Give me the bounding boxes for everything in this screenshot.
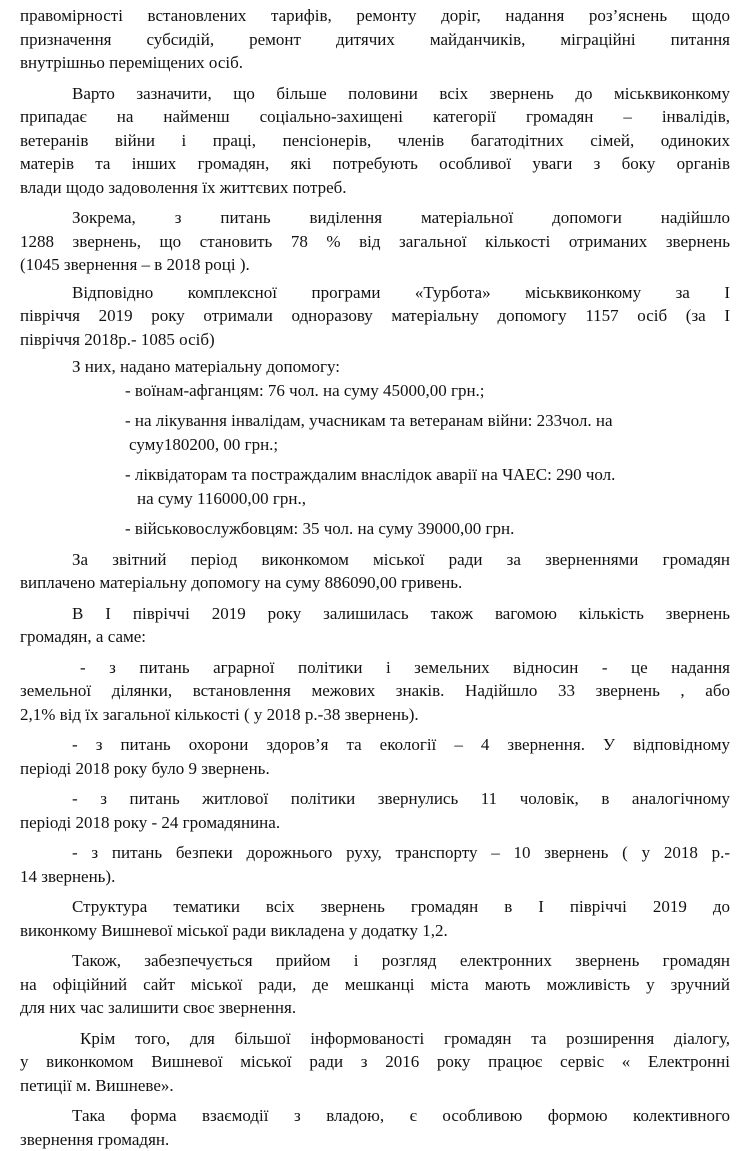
paragraph — [20, 206, 730, 277]
text-line: періоді 2018 року було 9 звернень. — [20, 757, 730, 781]
text-line: призначення субсидій, ремонт дитячих майданчиків, міграційні питання — [20, 28, 730, 52]
paragraph — [20, 355, 730, 379]
text-line: півріччя 2019 року отримали одноразову матеріальну допомогу 1157 осіб (за І — [20, 304, 730, 328]
text-line: - з питань аграрної політики і земельних відносин - це надання — [20, 656, 730, 680]
paragraph — [20, 733, 730, 780]
paragraph — [20, 787, 730, 834]
text-line: звернення громадян. — [20, 1128, 730, 1151]
text-line: Зокрема, з питань виділення матеріальної допомоги надійшло — [20, 206, 730, 230]
text-line: на офіційний сайт міської ради, де мешканці міста мають можливість у зручний — [20, 973, 730, 997]
list-item-continuation: на суму 116000,00 грн., — [125, 487, 730, 511]
text-line: у виконкомом Вишневої міської ради з 2016 року працює сервіс « Електронні — [20, 1050, 730, 1074]
paragraph — [20, 949, 730, 1020]
paragraph — [20, 281, 730, 352]
paragraph — [20, 841, 730, 888]
text-line: для них час залишити своє звернення. — [20, 996, 730, 1020]
text-line: Варто зазначити, що більше половини всіх звернень до міськвиконкому — [20, 82, 730, 106]
paragraph — [20, 656, 730, 727]
text-line: виплачено матеріальну допомогу на суму 886090,00 гривень. — [20, 571, 730, 595]
paragraph — [20, 895, 730, 942]
text-line: Така форма взаємодії з владою, є особливою формою колективного — [20, 1104, 730, 1128]
text-line: ветеранів війни і праці, пенсіонерів, членів багатодітних сімей, одиноких — [20, 129, 730, 153]
text-line: Відповідно комплексної програми «Турбота» міськвиконкому за І — [20, 281, 730, 305]
text-line: - з питань безпеки дорожнього руху, транспорту – 10 звернень ( у 2018 р.- — [20, 841, 730, 865]
text-line: Структура тематики всіх звернень громадян в І півріччі 2019 до — [20, 895, 730, 919]
bullet-list — [20, 379, 730, 541]
text-line: влади щодо задоволення їх життєвих потреб. — [20, 176, 730, 200]
list-item: - воїнам-афганцям: 76 чол. на суму 45000,00 грн.; — [125, 379, 730, 403]
text-line: виконкому Вишневої міської ради викладена у додатку 1,2. — [20, 919, 730, 943]
text-line: - з питань охорони здоров’я та екології – 4 звернення. У відповідному — [20, 733, 730, 757]
text-line: З них, надано матеріальну допомогу: — [20, 355, 730, 379]
paragraph — [20, 1027, 730, 1098]
text-line: припадає на найменш соціально-захищені категорії громадян – інвалідів, — [20, 105, 730, 129]
text-line: Також, забезпечується прийом і розгляд електронних звернень громадян — [20, 949, 730, 973]
list-item: - на лікування інвалідам, учасникам та ветеранам війни: 233чол. на — [125, 409, 730, 433]
text-line: 1288 звернень, що становить 78 % від загальної кількості отриманих звернень — [20, 230, 730, 254]
text-line: періоді 2018 року - 24 громадянина. — [20, 811, 730, 835]
text-line: земельної ділянки, встановлення межових знаків. Надійшло 33 звернень , або — [20, 679, 730, 703]
text-line: 2,1% від їх загальної кількості ( у 2018 р.-38 звернень). — [20, 703, 730, 727]
text-line: внутрішньо переміщених осіб. — [20, 51, 730, 75]
text-line: петиції м. Вишневе». — [20, 1074, 730, 1098]
text-line: 14 звернень). — [20, 865, 730, 889]
paragraph — [20, 4, 730, 75]
text-line: Крім того, для більшої інформованості громадян та розширення діалогу, — [20, 1027, 730, 1051]
text-line: громадян, а саме: — [20, 625, 730, 649]
text-line: правомірності встановлених тарифів, ремонту доріг, надання роз’яснень щодо — [20, 4, 730, 28]
text-line: півріччя 2018р.- 1085 осіб) — [20, 328, 730, 352]
paragraph — [20, 602, 730, 649]
list-item: - військовослужбовцям: 35 чол. на суму 39000,00 грн. — [125, 517, 730, 541]
list-item-continuation: суму180200, 00 грн.; — [125, 433, 730, 457]
text-line: матерів та інших громадян, які потребують особливої уваги з боку органів — [20, 152, 730, 176]
paragraph — [20, 82, 730, 200]
paragraph — [20, 1104, 730, 1151]
text-line: (1045 звернення – в 2018 році ). — [20, 253, 730, 277]
paragraph — [20, 548, 730, 595]
text-line: За звітний період виконкомом міської ради за зверненнями громадян — [20, 548, 730, 572]
list-item: - ліквідаторам та постраждалим внаслідок аварії на ЧАЕС: 290 чол. — [125, 463, 730, 487]
text-line: В І півріччі 2019 року залишилась також вагомою кількість звернень — [20, 602, 730, 626]
text-line: - з питань житлової політики звернулись 11 чоловік, в аналогічному — [20, 787, 730, 811]
